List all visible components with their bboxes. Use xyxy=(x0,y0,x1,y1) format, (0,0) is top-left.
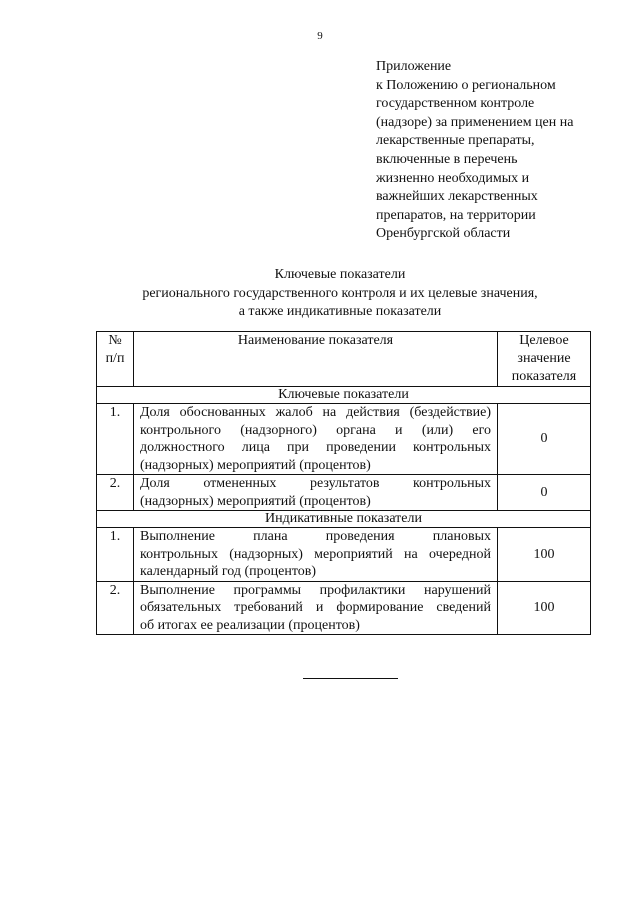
header-value-line: Целевое xyxy=(519,333,569,348)
section-title: Индикативные показатели xyxy=(97,511,591,528)
row-value: 0 xyxy=(498,404,591,475)
appendix-line: препаратов, на территории xyxy=(376,207,536,223)
section-row-key xyxy=(97,387,591,404)
appendix-line: государственном контроле xyxy=(376,96,535,112)
section-row-indicative xyxy=(97,511,591,528)
header-num xyxy=(97,332,134,387)
section-title: Ключевые показатели xyxy=(97,387,591,404)
appendix-line: Оренбургской области xyxy=(376,226,511,242)
appendix-line: жизненно необходимых и xyxy=(376,170,530,186)
appendix-line: лекарственные препараты, xyxy=(376,133,535,149)
appendix-line: Приложение xyxy=(376,59,452,74)
header-num-line: № xyxy=(108,333,122,348)
row-name-line: Доля отмененных результатов контрольных xyxy=(140,476,491,491)
indicators-table xyxy=(96,331,591,635)
appendix-block xyxy=(376,58,616,244)
row-name-line: (надзорных) мероприятий (процентов) xyxy=(140,457,371,473)
row-num: 2. xyxy=(97,581,134,635)
row-value: 100 xyxy=(498,528,591,582)
header-value-line: показателя xyxy=(511,369,577,384)
row-name xyxy=(134,404,498,475)
row-name xyxy=(134,475,498,511)
document-title xyxy=(40,266,640,322)
appendix-line: включенные в перечень xyxy=(376,151,518,167)
row-name-line: Выполнение программы профилактики нарушений xyxy=(140,582,491,598)
row-name-line: (надзорных) мероприятий (процентов) xyxy=(140,493,371,509)
title-line: Ключевые показатели xyxy=(274,267,406,282)
appendix-line: (надзоре) за применением цен на xyxy=(376,114,574,130)
appendix-line: к Положению о региональном xyxy=(376,77,556,93)
title-line: а также индикативные показатели xyxy=(238,304,442,320)
header-num-line: п/п xyxy=(105,351,125,366)
row-num: 2. xyxy=(97,475,134,511)
table-row xyxy=(97,475,591,511)
row-name-line: Выполнение плана проведения плановых xyxy=(140,529,491,544)
table-row xyxy=(97,528,591,582)
row-name-line: Доля обоснованных жалоб на действия (бездействие) xyxy=(140,405,491,420)
title-line: регионального государственного контроля и их целевые значения, xyxy=(142,285,538,301)
row-value: 100 xyxy=(498,581,591,635)
row-num: 1. xyxy=(97,404,134,475)
header-value-line: значение xyxy=(517,351,571,366)
table-header-row xyxy=(97,332,591,387)
row-num: 1. xyxy=(97,528,134,582)
appendix-line: важнейших лекарственных xyxy=(376,189,538,205)
row-name-line: об итогах ее реализации (процентов) xyxy=(140,617,360,633)
row-name xyxy=(134,581,498,635)
table-row xyxy=(97,581,591,635)
row-name xyxy=(134,528,498,582)
footer-rule xyxy=(303,678,398,679)
row-name-line: обязательных требований и формирование сведений xyxy=(140,600,491,615)
row-name-line: контрольных (надзорных) мероприятий на очередной xyxy=(140,546,491,562)
row-value: 0 xyxy=(498,475,591,511)
row-name-line: контрольного (надзорного) органа и (или) его xyxy=(140,422,491,438)
row-name-line: должностного лица при проведении контрольных xyxy=(140,440,491,455)
row-name-line: календарный год (процентов) xyxy=(140,564,317,579)
header-value xyxy=(498,332,591,387)
header-name: Наименование показателя xyxy=(134,332,498,387)
page-number: 9 xyxy=(317,30,323,42)
table-row xyxy=(97,404,591,475)
